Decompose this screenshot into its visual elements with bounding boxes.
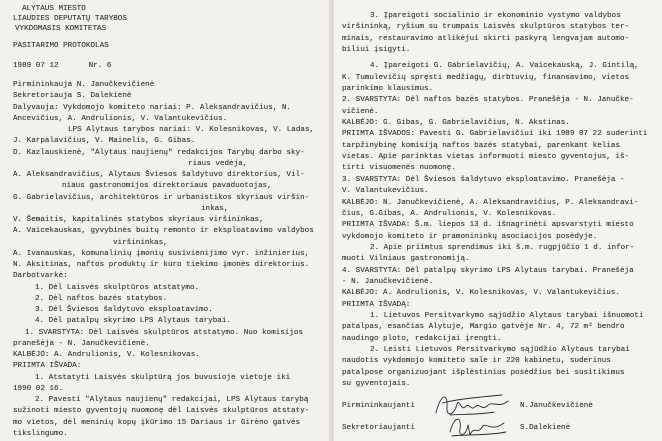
text-line: G. Gabrielavičius, architektūros ir urbanistikos skyriaus viršin- [13, 193, 310, 202]
text-line: tirti visuomenės nuomonę. [342, 164, 456, 173]
text-line: su gyventojais. [342, 380, 411, 388]
protocol-body-left [13, 80, 331, 440]
text-line: KALBĖJO: N. Janučkevičienė, A. Aleksandravičius, P. Aleksandravi- [342, 198, 639, 207]
date-number-row [13, 61, 111, 72]
text-line: 3. SVARSTYTA: Dėl Šviesos šaldytuvo eksploatavimo. Pranešėja - [342, 175, 625, 184]
text-line: Ancevičius, A. Andrulionis, V. Valantukevičius. [13, 114, 228, 123]
agenda-item: 4. Dėl patalpų skyrimo LPS Alytaus tarybai. [35, 317, 231, 326]
text-line: riaus vedėja, [188, 159, 248, 168]
header-line: ALYTAUS MIESTO [22, 5, 86, 13]
text-line: 1. Lietuvos Persitvarkymo sąjūdžio Alytaus tarybai išnuomoti [370, 311, 644, 320]
text-line: PRIIMTA IŠVADOS: Pavesti G. Gabrielavičiui iki 1989 07 22 suderinti [342, 130, 648, 139]
issuer-header [13, 4, 127, 34]
text-line: 2. Leisti Lietuvos Persitvarkymo sąjūdžio Alytaus tarybai [370, 345, 630, 354]
text-line: K. Tumulevičių spręsti medžiagų, dirbtuvių, finansavimo, vietos [342, 73, 630, 82]
text-line: 3. Įpareigoti socialinio ir ekonominio vystymo valdybos [370, 12, 621, 20]
text-line: PRIIMTA IŠVADA: Š.m. liepos 13 d. išnagrinėti apsvarstyti miesto [342, 221, 634, 230]
text-line: V. Šemaitis, kapitalinės statybos skyriaus viršininkas, [13, 216, 264, 224]
text-line: tikslingumo. [13, 429, 68, 438]
chair-name: N.Janučkevičienė [520, 402, 593, 410]
text-line: 4. SVARSTYTA: Dėl patalpų skyrimo LPS Alytaus tarybai. Pranešėja [342, 266, 634, 275]
text-line: parinkimo klausimus. [342, 85, 434, 94]
text-line: vykdomojo komiteto ir pramonininkų asociacijos posėdyje. [342, 232, 598, 241]
agenda-item: 3. Dėl Šviesos šaldytuvo eksploatavimo. [35, 306, 213, 314]
text-line: inkas, [201, 204, 229, 213]
text-line: V. Valantukevičius. [342, 187, 429, 196]
secretary-handwritten-signature [446, 412, 510, 440]
chair-role-label: Pirmininkaujanti [342, 402, 415, 410]
agenda-item: 1. Dėl Laisvės skulptūros atstatymo. [35, 283, 200, 292]
text-line: 2. SVARSTYTA: Dėl naftos bazės statybos. Pranešėja - N. Janučke- [342, 96, 634, 105]
document-title: PASITARIMO PROTOKOLAS [13, 42, 109, 50]
text-line: biliui įsigyti. [342, 46, 411, 55]
text-line: KALBĖJO: A. Andrulionis, V. Kolesnikovas. [13, 351, 200, 359]
text-line: patalpose organizuojant išplėstinius posėdžius bei susitikimus [342, 368, 625, 377]
text-line: viršininkas, [113, 238, 168, 247]
agenda-heading: Darbotvarkė: [13, 272, 68, 281]
text-line: 2. Pavesti "Alytaus naujienų" redakcijai, LPS Alytaus tarybą [35, 396, 309, 404]
protocol-body-right [342, 11, 662, 390]
text-line: N. Aksitinas, naftos produktų ir kuro tiekimo įmonės direktorius. [13, 261, 310, 269]
text-line: mo vietos, dėl meninių kopų įkūrimo 15 Dariaus ir Girėno gatvės [13, 418, 301, 427]
text-line: viršininką, ryšium su trumpais Laisvės skulptūros statybos ter- [342, 23, 630, 32]
document-page-right [334, 0, 662, 441]
text-line: Sekretoriauja S. Dalekienė [13, 92, 132, 101]
text-line: Dalyvauja: Vykdomojo komiteto nariai: P. Aleksandravičius, N. [13, 103, 291, 112]
secretary-name: S.Dalekienė [520, 424, 571, 432]
text-line: LPS Alytaus tarybos nariai: V. Kolesnikovas, V. Ladas, [68, 126, 315, 134]
secretary-role-label: Sekretoriaujanti [342, 424, 415, 432]
text-line: naudingo ploto, redakcijai įrengti. [342, 334, 502, 343]
text-line: 4. Įpareigoti G. Gabrielavičių, A. Vaicekauską, J. Gintilą, [370, 62, 639, 71]
text-line: sužinoti miesto gyventojų nuomonę dėl Laisvės skulptūros atstaty- [13, 407, 310, 416]
text-line: tarpžinybinę komisiją naftos bazės statybai, parenkant kelias [342, 141, 620, 150]
text-line: muoti Vilniaus gastronomiją. [342, 255, 470, 264]
text-line: KALBĖJO: G. Gibas, G. Gabrielavičius, N. Akstinas. [342, 119, 570, 128]
document-title-block [13, 41, 109, 52]
text-line: A. Vaicekauskas, gyvybinės buitų remonto ir eksploatavimo valdybos [13, 227, 314, 236]
text-line: - N. Janučkevičienė. [342, 277, 434, 286]
text-line: A. Ivanauskas, komunalinių įmonių susivienijimo vyr. inžinierius, [13, 249, 310, 258]
document-number: Nr. 6 [88, 62, 112, 70]
text-line: PRIIMTA IŠVADA: [13, 362, 82, 371]
text-line: čius, G.Gibas, A. Andrulionis, V. Kolesnikovas. [342, 209, 557, 218]
document-date: 1989 07 12 [13, 62, 59, 70]
text-line: pranešėja - N. Janučkevičienė. [13, 339, 150, 348]
text-line: patalpas, esančias Alytuje, Margio gatvėje Nr. 4, 72 m² bendro [342, 323, 625, 332]
text-line: Pirmininkauja N. Janučkevičienė [13, 81, 155, 89]
text-line: 2. Apie priimtus sprendimus iki š.m. rugpjūčio 1 d. infor- [370, 243, 635, 252]
text-line: 1. Atstatyti Laisvės skulptūrą jos buvusioje vietoje iki [35, 373, 291, 382]
text-line: J. Karpalavičius, V. Mainelis, G. Gibas. [13, 137, 196, 146]
text-line: vietas. Apie parinktas vietas informuoti miesto gyventojus, iš- [342, 153, 630, 162]
text-line: D. Kazlauskienė, "Alytaus naujienų" redakcijos Tarybų darbo sky- [13, 148, 305, 157]
header-line: VYKDOMASIS KOMITETAS [15, 25, 107, 33]
text-line: naudotis vykdomojo komiteto sale ir 220 kabinetu, suderinus [342, 357, 611, 366]
text-line: niaus gastronomijos direktoriaus pavaduotojas, [62, 182, 272, 191]
text-line: 1990 02 16. [13, 384, 64, 393]
text-line: minais, restauravimo atlikėjui skirti paskyrą lengvajam automo- [342, 34, 630, 43]
text-line: A. Aleksandravičius, Alytaus Šviesos šaldytuvo direktorius, Vil- [13, 171, 305, 179]
header-line: LIAUDIES DEPUTATŲ TARYBOS [13, 15, 127, 23]
text-line: PRIIMTA IŠVADĄ: [342, 300, 411, 309]
text-line: vičienė. [342, 107, 379, 116]
text-line: KALBĖJO: A. Andrulionis, V. Kolesnikovas, V. Valantukevičius. [342, 289, 620, 298]
agenda-item: 2. Dėl naftos bazės statybos. [35, 294, 168, 303]
text-line: 1. SVARSTYTA: Dėl Laisvės skulptūros atstatymo. Nuo komisijos [25, 328, 303, 337]
